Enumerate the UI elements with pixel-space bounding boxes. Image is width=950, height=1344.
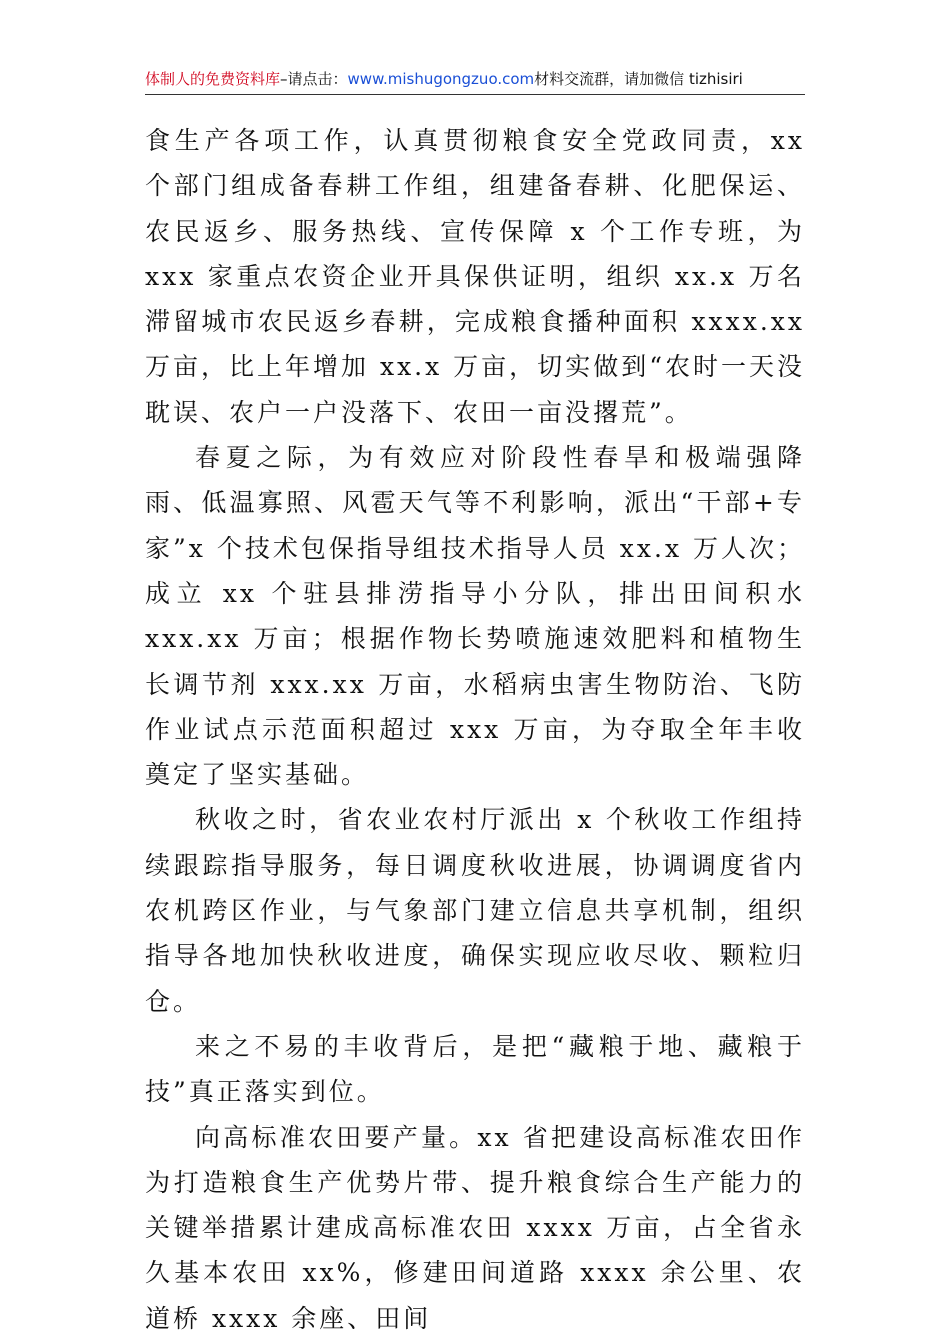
header-contact-note: 材料交流群，请加微信 tizhisiri [534, 70, 743, 88]
paragraph-autumn-harvest: 秋收之时，省农业农村厅派出 x 个秋收工作组持续跟踪指导服务，每日调度秋收进展，协调调度省内农机跨区作业，与气象部门建立信息共享机制，组织指导各地加快秋收进度，确保实现应收尽收、颗粒归仓。 [145, 805, 805, 1016]
paragraph-continuation: 食生产各项工作，认真贯彻粮食安全党政同责，xx 个部门组成备春耕工作组，组建备春耕、化肥保运、农民返乡、服务热线、宣传保障 x 个工作专班，为 xxx 家重点农资企业开具保供证明，组织 xx.x 万名滞留城市农民返乡春耕，完成粮食播种面积 xxxx.xx 万亩，比上年增加 xx.x 万亩，切实做到“农时一天没耽误、农户一户没落下、农田一亩没撂荒”。 [145, 126, 805, 427]
header-website-link[interactable]: www.mishugongzuo.com [347, 70, 535, 88]
document-body [145, 118, 805, 1341]
paragraph-harvest-summary: 来之不易的丰收背后，是把“藏粮于地、藏粮于技”真正落实到位。 [145, 1031, 805, 1107]
header-prompt: –请点击： [280, 70, 348, 88]
header-brand: 体制人的免费资料库 [145, 70, 281, 88]
document-header [145, 66, 805, 95]
paragraph-farmland: 向高标准农田要产量。xx 省把建设高标准农田作为打造粮食生产优势片带、提升粮食综合生产能力的关键举措累计建成高标准农田 xxxx 万亩，占全省永久基本农田 xx%，修建田间道路 xxxx 余公里、农道桥 xxxx 余座、田间 [145, 1122, 805, 1333]
paragraph-spring-summer: 春夏之际，为有效应对阶段性春旱和极端强降雨、低温寡照、风雹天气等不利影响，派出“干部+专家”x 个技术包保指导组技术指导人员 xx.x 万人次；成立 xx 个驻县排涝指导小分队，排出田间积水 xxx.xx 万亩；根据作物长势喷施速效肥料和植物生长调节剂 xxx.xx 万亩，水稻病虫害生物防治、飞防作业试点示范面积超过 xxx 万亩，为夺取全年丰收奠定了坚实基础。 [145, 443, 805, 790]
